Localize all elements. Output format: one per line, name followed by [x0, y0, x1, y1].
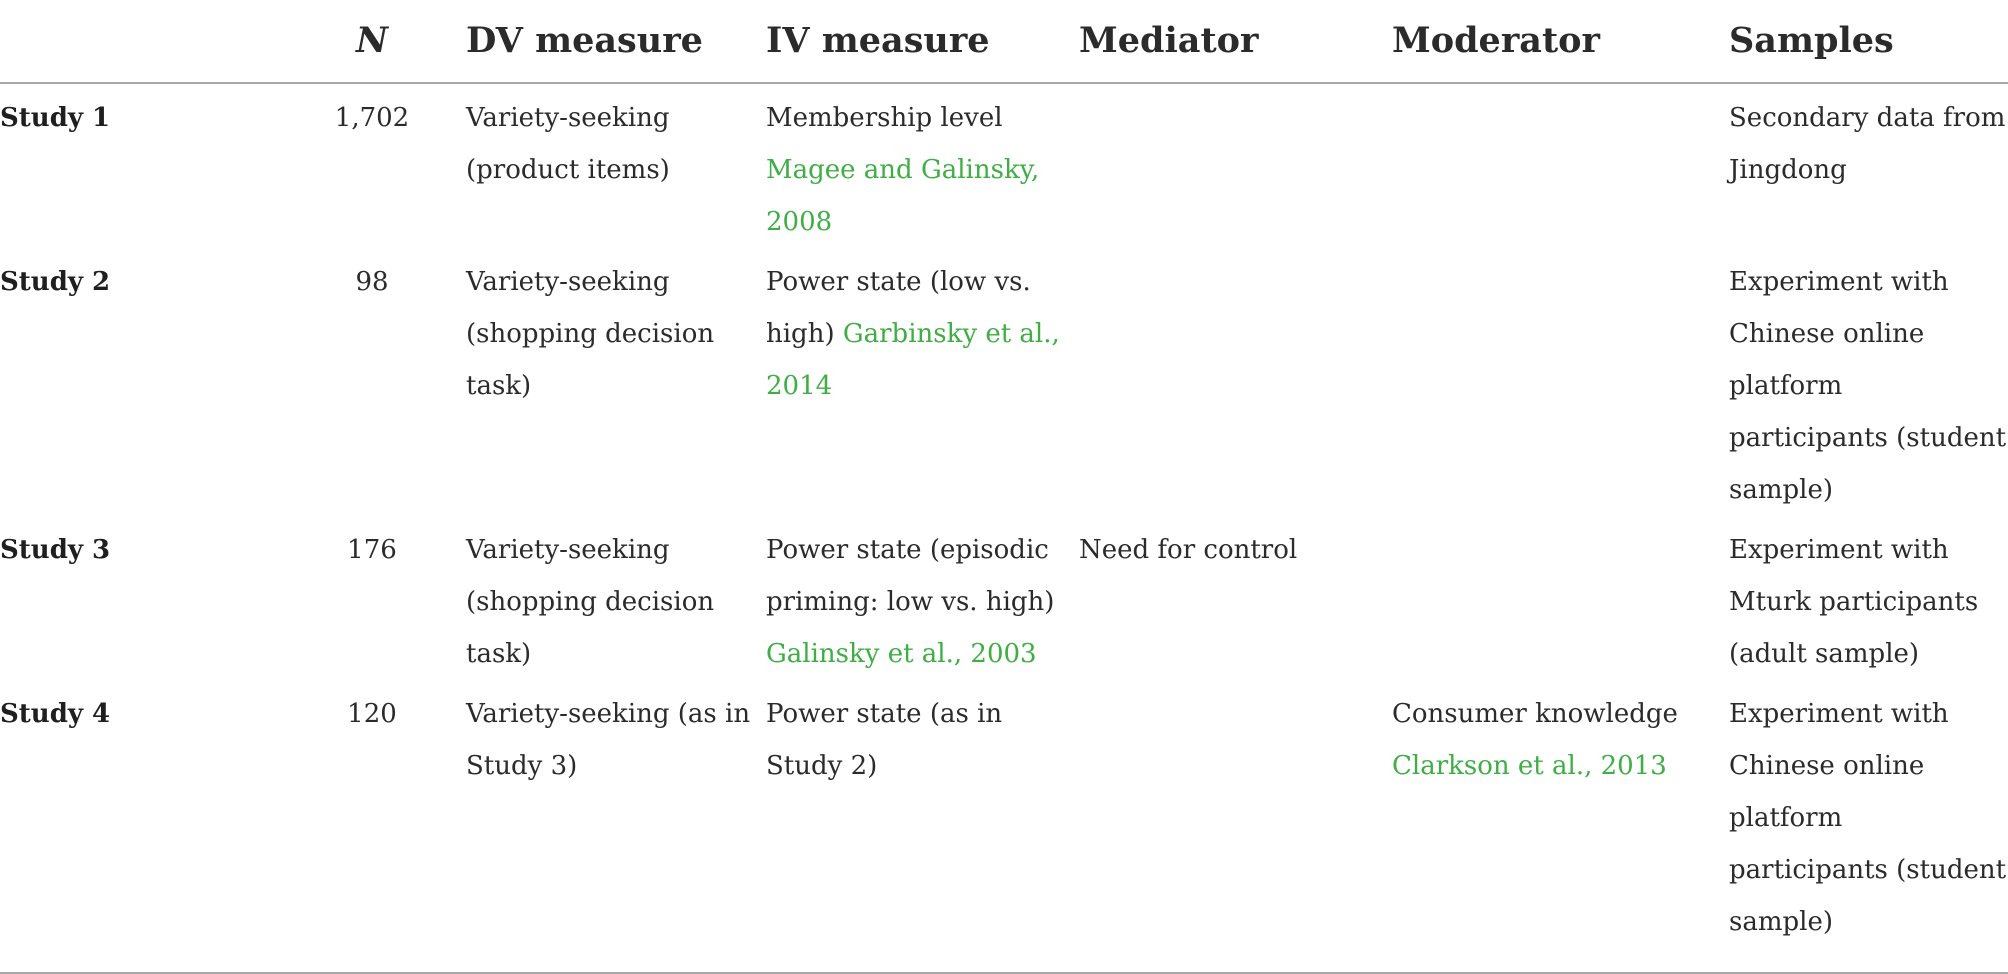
study-label: Study 2 — [0, 267, 111, 297]
samples-cell: Experiment with Chinese online platform participants (student sample) — [1729, 267, 2007, 505]
samples-cell: Experiment with Mturk participants (adult sample) — [1729, 535, 1979, 669]
header-samples: Samples — [1729, 0, 2008, 83]
sample-size: 1,702 — [334, 103, 410, 133]
moderator-cell — [1392, 516, 1729, 680]
dv-cell: Variety-seeking (shopping decision task) — [466, 535, 715, 669]
moderator-cell — [1392, 680, 1729, 973]
iv-text: Power state (low vs. high) — [766, 267, 1031, 349]
moderator-text: Consumer knowledge — [1392, 699, 1678, 729]
study-label: Study 4 — [0, 680, 278, 973]
samples-cell: Experiment with Chinese online platform participants (student sample) — [1729, 680, 2008, 973]
mediator-cell — [1079, 83, 1392, 248]
sample-size: 120 — [278, 680, 466, 973]
study-label: Study 3 — [0, 535, 111, 565]
header-moderator: Moderator — [1392, 0, 1729, 83]
mediator-cell: Need for control — [1079, 535, 1298, 565]
iv-text: Membership level — [766, 103, 1003, 133]
header-study — [0, 0, 278, 83]
header-n: N — [278, 0, 466, 83]
iv-cell — [766, 83, 1079, 248]
dv-cell: Variety-seeking (product items) — [466, 103, 670, 185]
iv-text: Power state (as in Study 2) — [766, 699, 1003, 781]
iv-text: Power state (episodic priming: low vs. high) — [766, 535, 1055, 617]
samples-cell: Secondary data from Jingdong — [1729, 103, 2006, 185]
header-mediator: Mediator — [1079, 0, 1392, 83]
citation-link[interactable]: Garbinsky et al., 2014 — [766, 319, 1060, 401]
moderator-cell — [1392, 83, 1729, 248]
table-row — [0, 248, 2008, 516]
sample-size: 176 — [347, 535, 397, 565]
dv-cell: Variety-seeking (shopping decision task) — [466, 267, 715, 401]
header-iv: IV measure — [766, 0, 1079, 83]
iv-cell — [766, 516, 1079, 680]
iv-cell — [766, 248, 1079, 516]
moderator-cell — [1392, 248, 1729, 516]
study-label: Study 1 — [0, 103, 111, 133]
citation-link[interactable]: Clarkson et al., 2013 — [1392, 751, 1667, 781]
sample-size: 98 — [355, 267, 389, 297]
header-row — [0, 0, 2008, 83]
citation-link[interactable]: Galinsky et al., 2003 — [766, 639, 1037, 669]
mediator-cell — [1079, 248, 1392, 516]
table-row — [0, 516, 2008, 680]
table-row — [0, 680, 2008, 973]
iv-cell — [766, 680, 1079, 973]
citation-link[interactable]: Magee and Galinsky, 2008 — [766, 155, 1040, 237]
table-row — [0, 83, 2008, 248]
mediator-cell — [1079, 680, 1392, 973]
dv-cell: Variety-seeking (as in Study 3) — [466, 680, 766, 973]
header-dv: DV measure — [466, 0, 766, 83]
